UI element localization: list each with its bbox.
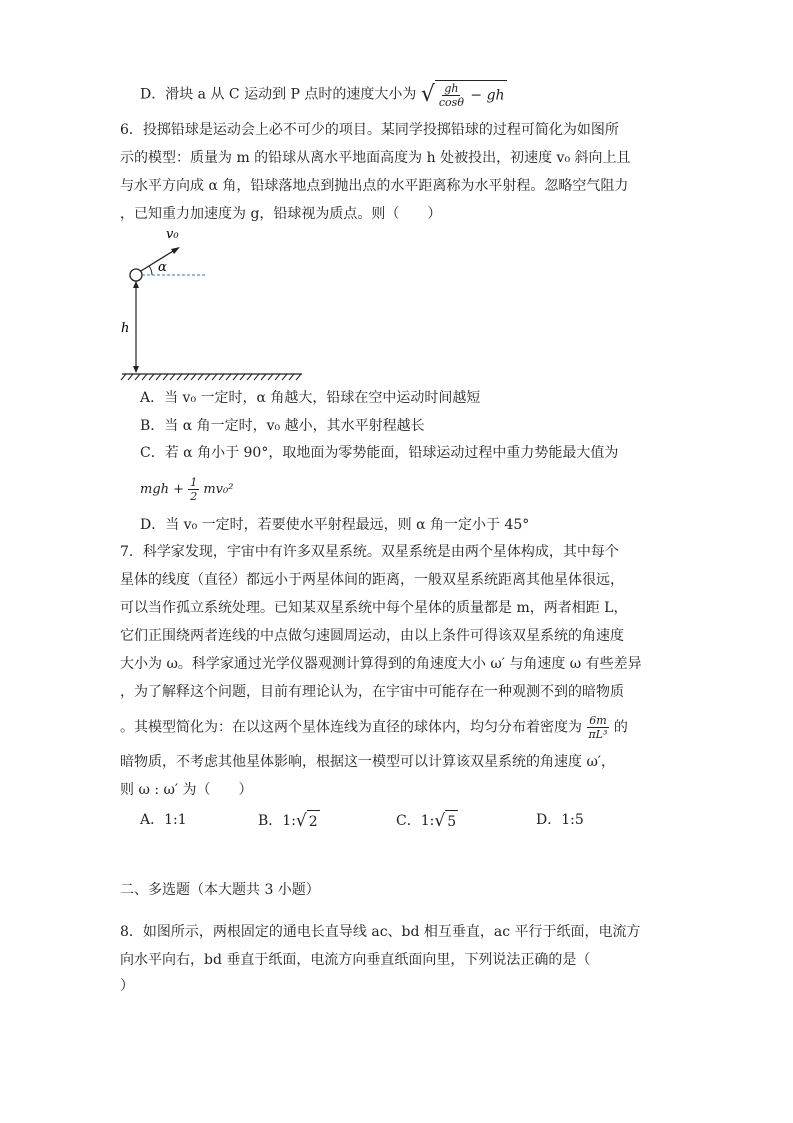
q7-line-6: ，为了解释这个问题，目前有理论认为，在宇宙中可能存在一种观测不到的暗物质: [120, 684, 624, 700]
q5-option-d: [140, 80, 700, 109]
q5d-prefix: D．滑块 a 从 C 运动到 P 点时的速度大小为: [140, 86, 417, 103]
v0-label: v₀: [166, 227, 179, 242]
density-fraction: $\frac{6m}{\text{πL³}}$: [588, 714, 608, 741]
q7-line-4: 它们正围绕两者连线的中点做匀速圆周运动，由以上条件可得该双星系统的角速度: [120, 628, 624, 644]
q6-option-c-expression: mgh + $\frac{1}{2}$ mv₀²: [140, 476, 234, 503]
q8-line-3: ）: [120, 978, 134, 994]
q5d-radical: √ $\frac{gh}{\cos\theta}$ − gh: [420, 81, 505, 109]
angle-arc: [149, 266, 152, 275]
q7-line-3: 可以当作孤立系统处理。已知某双星系统中每个星体的质量都是 m，两者相距 L，: [120, 600, 628, 616]
projectile-diagram: [118, 220, 318, 385]
q8-line-1: 8．如图所示，两根固定的通电长直导线 ac、bd 相互垂直，ac 平行于纸面，电流方: [120, 924, 641, 940]
q6-option-d: D．当 v₀ 一定时，若要使水平射程最远，则 α 角一定小于 45°: [140, 517, 530, 533]
velocity-arrowhead: [171, 247, 180, 254]
shot-put-ball: [130, 269, 142, 281]
alpha-label: α: [158, 260, 167, 275]
q7-line-5: 大小为 ω。科学家通过光学仪器观测计算得到的角速度大小 ω′ 与角速度 ω 有些差异: [120, 656, 642, 672]
height-arrow-top: [133, 281, 139, 288]
q7-option-d: D．1:5: [536, 812, 584, 828]
q7-line-2: 星体的线度（直径）都远小于两星体间的距离，一般双星系统距离其他星体很远，: [120, 572, 624, 588]
q8-line-2: 向水平向右，bd 垂直于纸面，电流方向垂直纸面向里，下列说法正确的是（: [120, 952, 591, 968]
q7-line-9: 则 ω : ω′ 为（ ）: [120, 782, 253, 798]
velocity-arrow: [136, 248, 178, 274]
q7-line-7: 。其模型简化为：在以这两个星体连线为直径的球体内，均匀分布着密度为 $\frac{6m}{\text{πL³}}$ 的: [120, 714, 628, 741]
q7-line-8: 暗物质，不考虑其他星体影响，根据这一模型可以计算该双星系统的角速度 ω′，: [120, 754, 616, 770]
half-fraction: $\frac{1}{2}$: [190, 476, 198, 503]
q6-option-c: C．若 α 角小于 90°，取地面为零势能面，铅球运动过程中重力势能最大值为: [140, 445, 619, 461]
q7-option-c: C．1: √ 5: [396, 811, 457, 831]
height-arrow-bottom: [133, 366, 139, 373]
ground-hatching: [121, 374, 301, 380]
q6-line-1: 6．投掷铅球是运动会上必不可少的项目。某同学投掷铅球的过程可简化为如图所: [120, 122, 619, 138]
q6-line-3: 与水平方向成 α 角，铅球落地点到抛出点的水平距离称为水平射程。忽略空气阻力: [120, 178, 629, 194]
section-heading-multiple-choice: 二、多选题（本大题共 3 小题）: [120, 882, 320, 898]
q6-option-a: A．当 v₀ 一定时，α 角越大，铅球在空中运动时间越短: [140, 390, 481, 406]
q7-line-1: 7．科学家发现，宇宙中有许多双星系统。双星系统是由两个星体构成，其中每个: [120, 544, 619, 560]
q6-line-4: ，已知重力加速度为 g，铅球视为质点。则（ ）: [120, 206, 442, 222]
h-label: h: [121, 321, 130, 336]
q7-option-a: A．1:1: [140, 812, 187, 828]
q7-option-b: B．1: √ 2: [258, 811, 318, 831]
q6-option-b: B．当 α 角一定时，v₀ 越小，其水平射程越长: [140, 418, 425, 434]
q6-line-2: 示的模型：质量为 m 的铅球从离水平地面高度为 h 处被投出，初速度 v₀ 斜向上且: [120, 150, 631, 166]
q5d-fraction: $\frac{gh}{\cos\theta}$: [438, 82, 464, 109]
